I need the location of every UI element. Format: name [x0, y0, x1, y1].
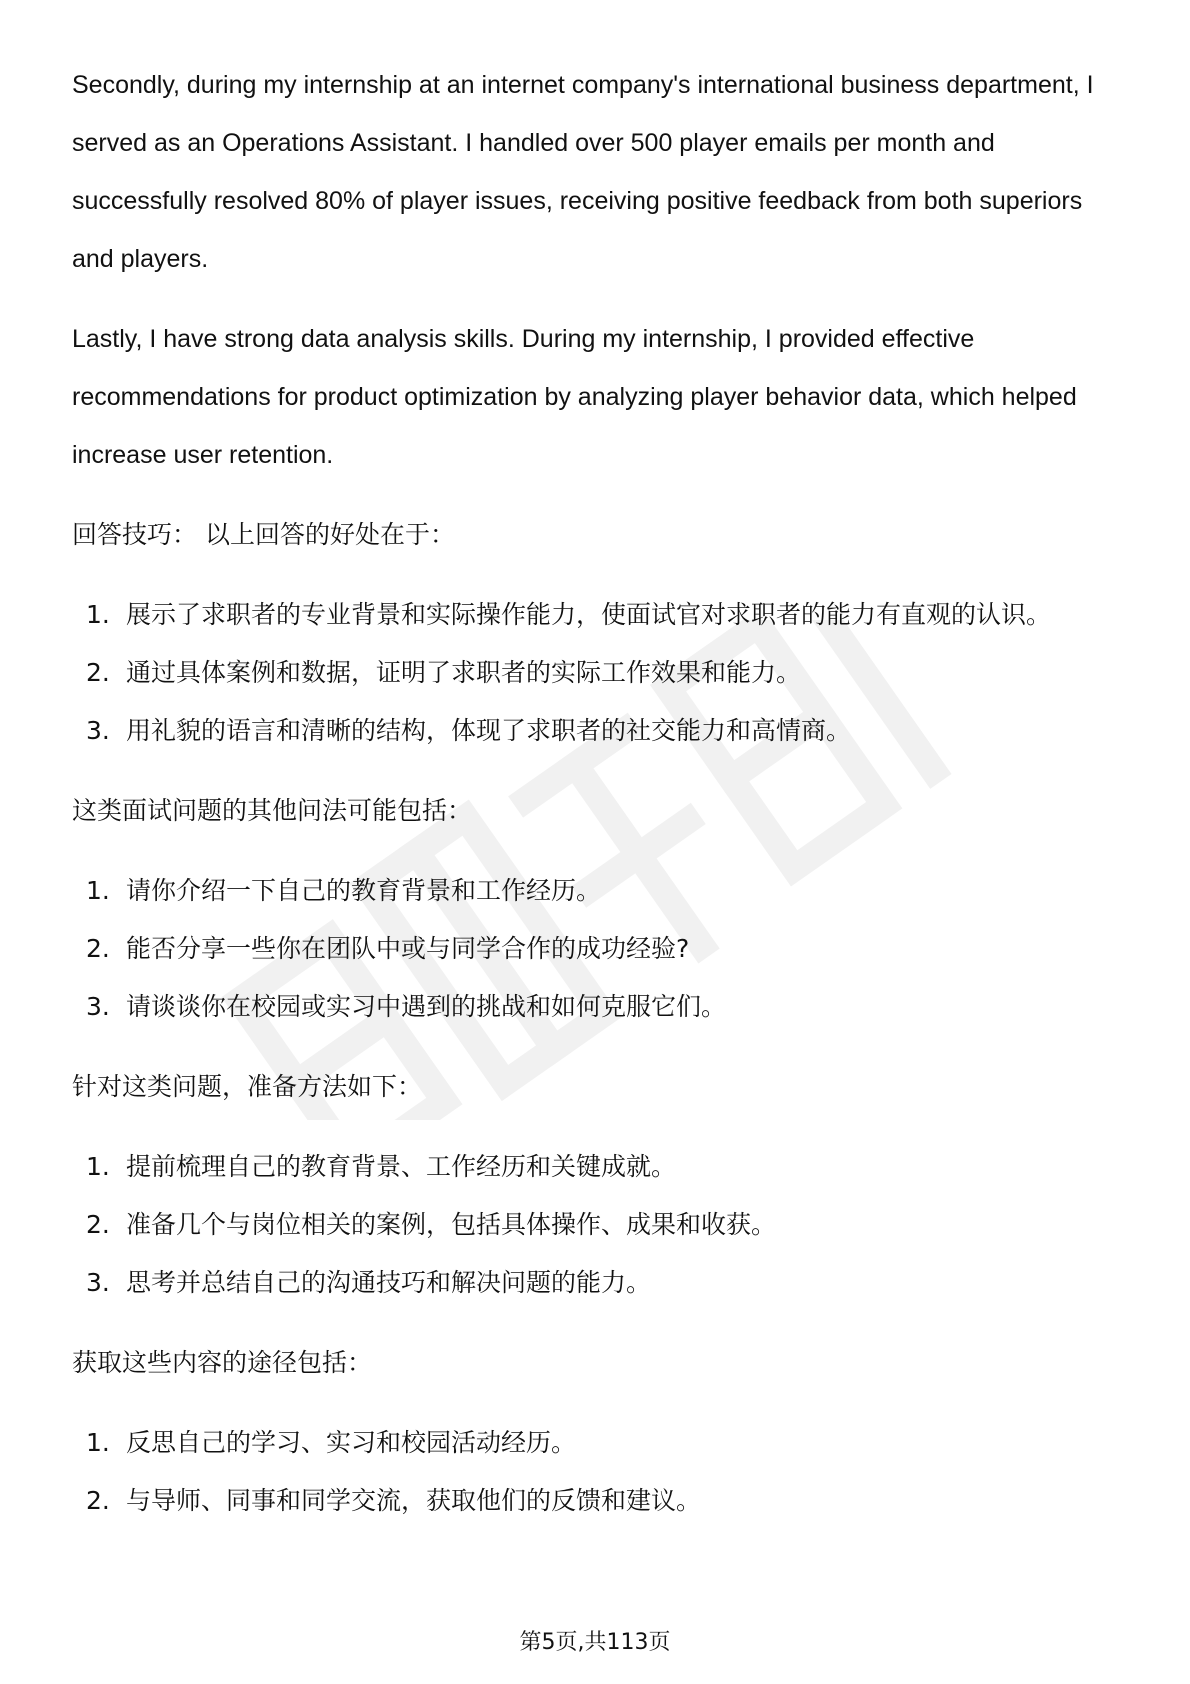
list-number: 1.: [86, 600, 110, 629]
list-number: 1.: [86, 1428, 110, 1457]
list-number: 2.: [86, 934, 110, 963]
list-item-text: 通过具体案例和数据，证明了求职者的实际工作效果和能力。: [126, 658, 802, 687]
preparation-list: [72, 1138, 1128, 1312]
list-item: [72, 862, 1128, 920]
sources-heading: 获取这些内容的途径包括：: [72, 1348, 373, 1377]
list-number: 1.: [86, 1152, 110, 1181]
list-item: [72, 1472, 1128, 1530]
list-item: [72, 702, 1128, 760]
list-item-text: 与导师、同事和同学交流，获取他们的反馈和建议。: [126, 1486, 702, 1515]
list-item: [72, 586, 1128, 644]
list-item-text: 请你介绍一下自己的教育背景和工作经历。: [126, 876, 602, 905]
answer-tips-heading: 回答技巧： 以上回答的好处在于：: [72, 520, 455, 549]
list-number: 1.: [86, 876, 110, 905]
list-number: 2.: [86, 1210, 110, 1239]
list-item: [72, 1254, 1128, 1312]
list-item: [72, 1138, 1128, 1196]
list-item-text: 用礼貌的语言和清晰的结构，体现了求职者的社交能力和高情商。: [126, 716, 852, 745]
list-number: 3.: [86, 1268, 110, 1297]
list-number: 2.: [86, 658, 110, 687]
page-content: [72, 56, 1128, 1552]
paragraph-internship: Secondly, during my internship at an internet company's international business department, I served as an Operations Assistant. I handled over 500 player emails per month and successfully resolved 80% of player issues, receiving positive feedback from both superiors and players.: [72, 71, 1094, 273]
answer-tips-list: [72, 586, 1128, 760]
list-item: [72, 920, 1128, 978]
preparation-heading: 针对这类问题，准备方法如下：: [72, 1072, 423, 1101]
list-number: 3.: [86, 716, 110, 745]
paragraph-data-analysis: Lastly, I have strong data analysis skills. During my internship, I provided effective recommendations for product optimization by analyzing player behavior data, which helped increase user retention.: [72, 325, 1077, 469]
list-item-text: 提前梳理自己的教育背景、工作经历和关键成就。: [126, 1152, 677, 1181]
list-number: 3.: [86, 992, 110, 1021]
list-item-text: 反思自己的学习、实习和校园活动经历。: [126, 1428, 577, 1457]
page-footer: 第5页,共113页: [519, 1630, 671, 1655]
list-item-text: 展示了求职者的专业背景和实际操作能力，使面试官对求职者的能力有直观的认识。: [126, 600, 1052, 629]
other-questions-list: [72, 862, 1128, 1036]
list-item: [72, 978, 1128, 1036]
list-item: [72, 644, 1128, 702]
other-questions-heading: 这类面试问题的其他问法可能包括：: [72, 796, 473, 825]
list-item-text: 准备几个与岗位相关的案例，包括具体操作、成果和收获。: [126, 1210, 777, 1239]
sources-list: [72, 1414, 1128, 1530]
list-item-text: 请谈谈你在校园或实习中遇到的挑战和如何克服它们。: [126, 992, 727, 1021]
list-item-text: 思考并总结自己的沟通技巧和解决问题的能力。: [126, 1268, 652, 1297]
list-number: 2.: [86, 1486, 110, 1515]
list-item: [72, 1196, 1128, 1254]
list-item: [72, 1414, 1128, 1472]
list-item-text: 能否分享一些你在团队中或与同学合作的成功经验?: [126, 934, 690, 963]
